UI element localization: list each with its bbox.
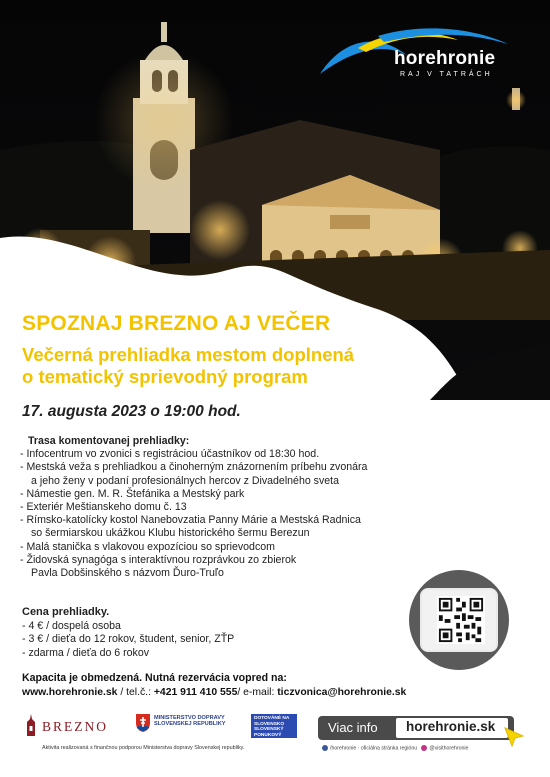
route-item: - Malá stanička s vlakovou expozíciou so sprievodcom (20, 540, 275, 553)
price-section (22, 606, 234, 660)
subtitle-line: Večerná prehliadka mestom doplnená (22, 344, 355, 365)
contact-line (22, 687, 406, 698)
logo-tagline: RAJ V TATRÁCH (400, 71, 493, 78)
horehronie-logo (318, 26, 518, 86)
subtitle-line: o tematický sprievodný program (22, 366, 308, 387)
instagram-link[interactable]: @visithorehronie (429, 745, 469, 752)
coat-of-arms-icon (136, 714, 150, 732)
facebook-icon (322, 745, 328, 751)
brezno-tower-icon (24, 714, 38, 738)
route-item: a jeho ženy v podaní profesionálnych hercov z Divadelného sveta (31, 474, 339, 487)
price-item: - 4 € / dospelá osoba (22, 619, 121, 632)
facebook-link[interactable]: /horehronie · oficiálna stránka regiónu (330, 745, 418, 752)
price-item: - zdarma / dieťa do 6 rokov (22, 646, 150, 659)
route-item: - Exteriér Meštianskeho domu č. 13 (20, 501, 187, 514)
price-item: - 3 € / dieťa do 12 rokov, študent, senior, ZŤP (22, 633, 235, 645)
instagram-icon (421, 745, 427, 751)
more-info-banner[interactable] (318, 716, 514, 740)
route-section (20, 435, 440, 580)
cursor-pointer-icon (503, 726, 527, 750)
more-info-site[interactable]: horehronie.sk (396, 718, 508, 738)
page-subtitle (22, 344, 452, 388)
page-title: SPOZNAJ BREZNO AJ VEČER (22, 312, 331, 335)
secondary-partner-logo: DOTOVÁNÉ NA SLOVENSKO SLOVENSKÝ PONUKOVÝ (251, 714, 297, 738)
route-item: - Rímsko-katolícky kostol Nanebovzatia Panny Márie a Mestská Radnica (20, 514, 361, 527)
ministry-text: MINISTERSTVO DOPRAVY SLOVENSKEJ REPUBLIKY (154, 715, 226, 728)
event-date: 17. augusta 2023 o 19:00 hod. (22, 403, 241, 420)
phone-qr-badge (409, 570, 509, 670)
social-links (322, 745, 468, 751)
route-item: - Infocentrum vo zvonici s registráciou účastníkov od 18:30 hod. (20, 448, 320, 461)
qr-code[interactable] (437, 596, 485, 644)
email-link[interactable]: ticzvonica@horehronie.sk (277, 687, 407, 698)
route-item: - Židovská synagóga s interaktívnou rozprávkou zo zbierok (20, 553, 297, 566)
brezno-wordmark: BREZNO (42, 719, 108, 734)
route-item: - Námestie gen. M. R. Štefánika a Mestský park (20, 487, 245, 500)
phone-number[interactable]: +421 911 410 555 (153, 687, 238, 698)
more-info-label: Viac info (328, 720, 378, 735)
tel-label: / tel.č.: (117, 687, 154, 698)
route-heading: Trasa komentovanej prehliadky: (28, 435, 190, 447)
route-item: - Mestská veža s prehliadkou a činoherným znázornením príbehu zvonára (20, 461, 368, 474)
route-item: so šermiarskou ukážkou Klubu historického šermu Berezun (31, 527, 310, 540)
phone-icon (420, 588, 498, 652)
website-link[interactable]: www.horehronie.sk (22, 687, 118, 698)
funding-footnote: Aktivita realizovaná s finančnou podporou Ministerstva dopravy Slovenskej republiky. (42, 745, 245, 751)
capacity-note: Kapacita je obmedzená. Nutná rezervácia vopred na: (22, 672, 287, 684)
route-item: Pavla Dobšinského s názvom Ďuro-Truľo (31, 567, 224, 580)
logo-wordmark: horehronie (394, 48, 496, 69)
price-heading: Cena prehliadky. (22, 606, 110, 618)
email-label: / e-mail: (237, 687, 278, 698)
